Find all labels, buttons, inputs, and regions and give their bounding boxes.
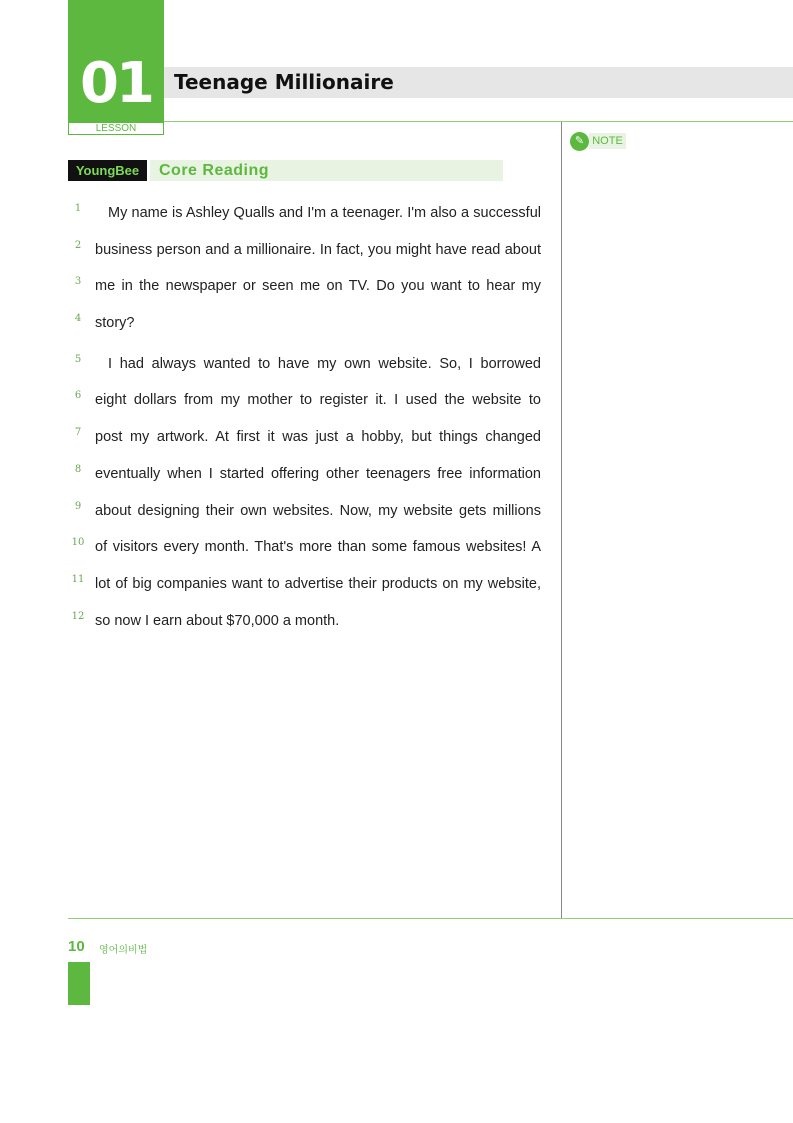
line-number: 7	[74, 427, 82, 439]
line-text: of visitors every month. That's more than some famous websites! A	[95, 539, 541, 556]
line-number: 2	[74, 239, 82, 251]
passage-line	[68, 605, 543, 642]
corner-accent-block	[68, 962, 90, 1005]
passage-line	[68, 307, 543, 344]
line-number: 8	[74, 463, 82, 475]
passage-line	[68, 531, 543, 568]
lesson-label: LESSON	[68, 122, 164, 135]
pencil-icon: ✎	[570, 132, 589, 151]
passage-line	[68, 197, 543, 234]
passage-line	[68, 384, 543, 421]
passage-line	[68, 348, 543, 385]
line-number: 3	[74, 276, 82, 288]
note-label: NOTE	[589, 133, 626, 149]
book-title: 영어의비법	[99, 945, 148, 956]
section-title: Core Reading	[159, 162, 270, 179]
line-number: 4	[74, 313, 82, 325]
reading-passage	[68, 197, 543, 641]
column-divider	[561, 122, 562, 919]
title-bar	[164, 67, 793, 98]
line-text: I had always wanted to have my own website. So, I borrowed	[108, 355, 541, 372]
line-text: story?	[95, 315, 135, 332]
header-divider	[164, 121, 793, 122]
line-text: eventually when I started offering other teenagers free information	[95, 465, 541, 482]
line-text: business person and a millionaire. In fact, you might have read about	[95, 241, 541, 258]
line-number: 11	[71, 573, 85, 585]
line-text: post my artwork. At first it was just a hobby, but things changed	[95, 429, 541, 446]
section-header	[150, 160, 503, 181]
passage-line	[68, 421, 543, 458]
line-number: 6	[74, 390, 82, 402]
line-number: 9	[74, 500, 82, 512]
lesson-number-block	[68, 0, 164, 122]
line-number: 12	[71, 610, 85, 622]
line-text: about designing their own websites. Now, my website gets millions	[95, 502, 541, 519]
line-number: 1	[74, 203, 82, 214]
footer-divider	[68, 918, 793, 919]
line-text: eight dollars from my mother to register it. I used the website to	[95, 392, 541, 409]
line-text: My name is Ashley Qualls and I'm a teenager. I'm also a successful	[108, 205, 541, 221]
page-title: Teenage Millionaire	[174, 70, 394, 94]
passage-line	[68, 495, 543, 532]
passage-line	[68, 568, 543, 605]
line-text: lot of big companies want to advertise their products on my website,	[95, 575, 541, 592]
passage-line	[68, 458, 543, 495]
youngbee-badge: YoungBee	[68, 160, 147, 181]
lesson-number: 01	[80, 51, 152, 116]
line-text: so now I earn about $70,000 a month.	[95, 612, 340, 629]
page-number: 10	[68, 938, 85, 955]
line-text: me in the newspaper or seen me on TV. Do you want to hear my	[95, 278, 541, 295]
passage-line	[68, 270, 543, 307]
passage-line	[68, 234, 543, 271]
line-number: 10	[71, 537, 85, 549]
line-number: 5	[74, 353, 82, 365]
